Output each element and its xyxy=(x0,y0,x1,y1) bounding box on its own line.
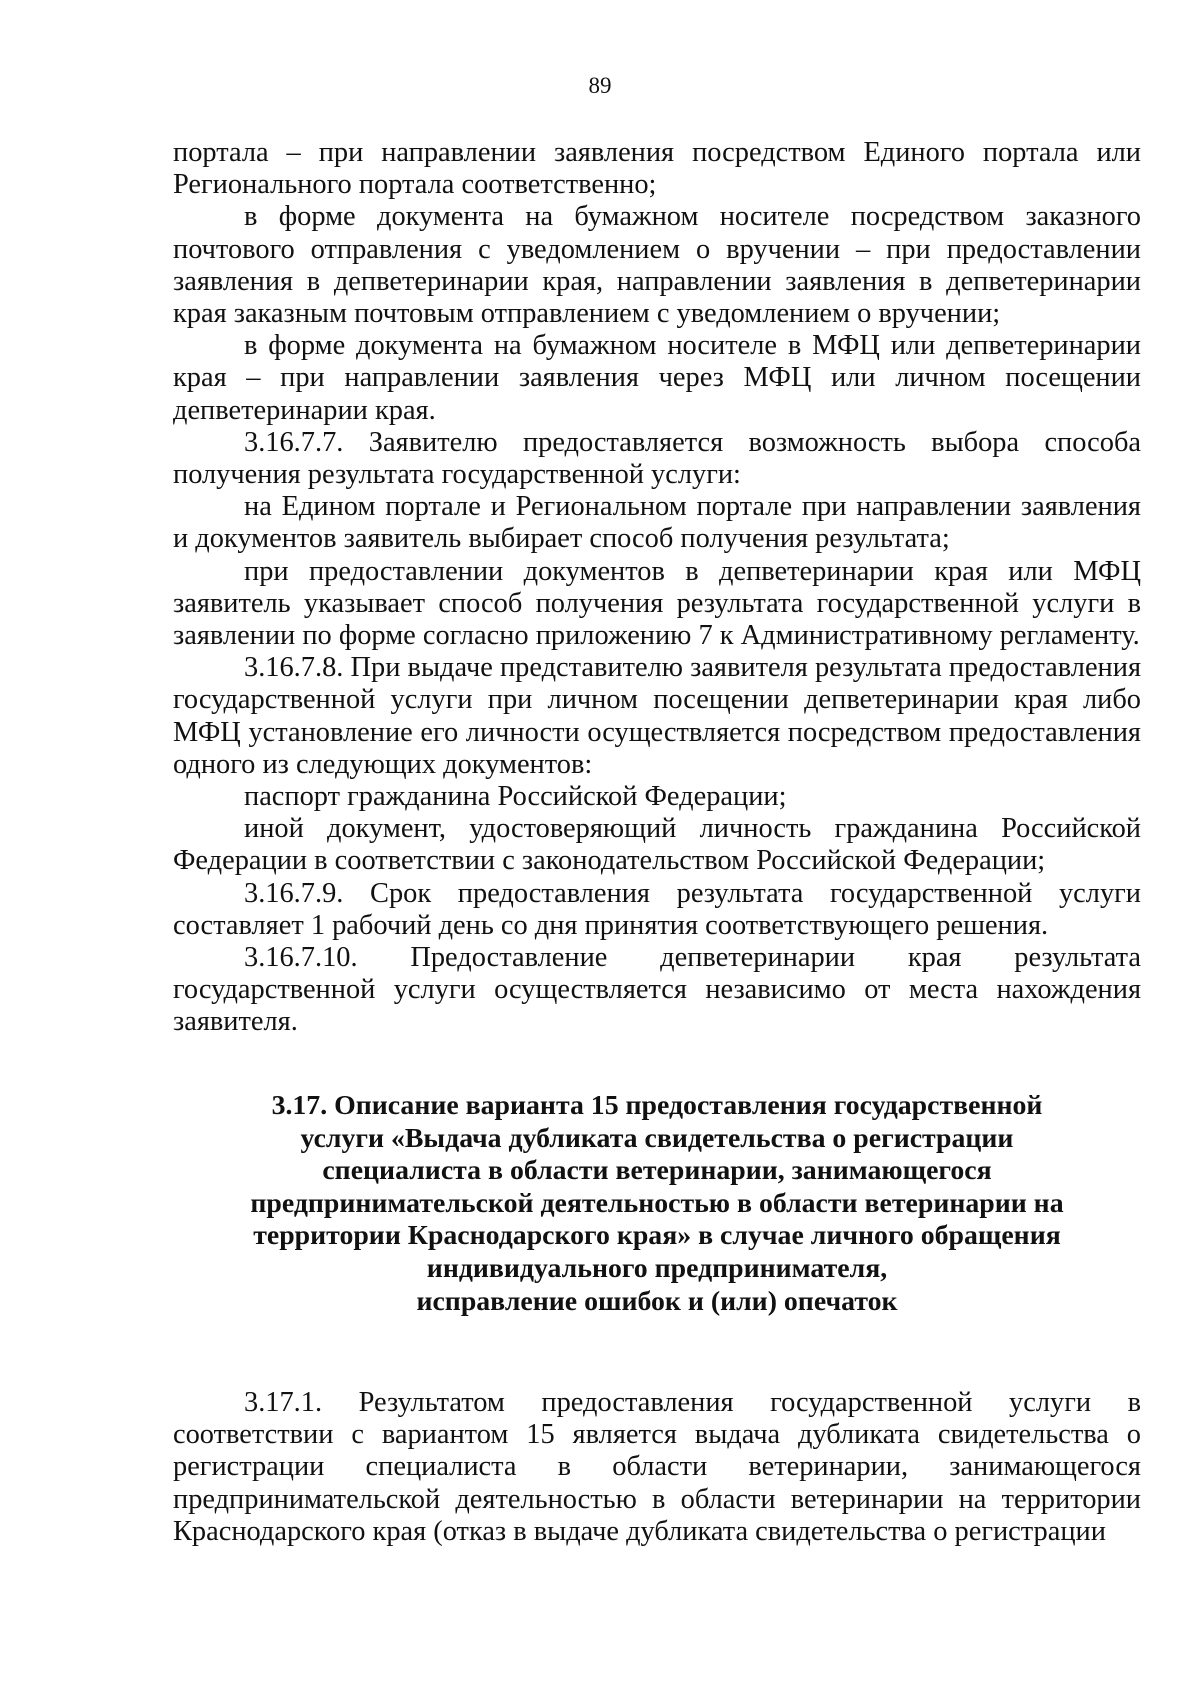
section-3-17-body xyxy=(173,1387,1141,1548)
paragraph-mfc-choice: при предоставлении документов в депветеринарии края или МФЦ заявитель указывает способ получения результата государственной услуги в заявлении по форме согласно приложению 7 к Административному регламенту. xyxy=(173,555,1141,652)
paragraph-3-16-7-9: 3.16.7.9. Срок предоставления результата государственной услуги составляет 1 рабочий день со дня принятия соответствующего решения. xyxy=(173,877,1141,941)
paragraph-portal-continuation: портала – при направлении заявления посредством Единого портала или Регионального портала соответственно; xyxy=(173,137,1141,201)
paragraph-3-16-7-10: 3.16.7.10. Предоставление депветеринарии края результата государственной услуги осуществляется независимо от места нахождения заявителя. xyxy=(173,942,1141,1038)
paragraph-portal-choice: на Едином портале и Региональном портале при направлении заявления и документов заявитель выбирает способ получения результата; xyxy=(173,491,1141,555)
paragraph-paper-in-person: в форме документа на бумажном носителе в МФЦ или депветеринарии края – при направлении заявления через МФЦ или личном посещении депветеринарии края. xyxy=(173,330,1141,426)
heading-line: услуги «Выдача дубликата свидетельства о регистрации xyxy=(300,1122,1014,1154)
heading-line: предпринимательской деятельностью в области ветеринарии на xyxy=(250,1187,1064,1219)
continuation-section xyxy=(173,137,1141,1039)
heading-line: территории Краснодарского края» в случае личного обращения xyxy=(253,1220,1061,1252)
heading-line: индивидуального предпринимателя, xyxy=(426,1252,888,1284)
page-number: 89 xyxy=(588,73,612,98)
paragraph-3-17-1: 3.17.1. Результатом предоставления государственной услуги в соответствии с вариантом 15 является выдача дубликата свидетельства о регистрации специалиста в области ветеринарии, занимающегося предпринимательской деятельностью в области ветеринарии на территории Краснодарского края (отказ в выдаче дубликата свидетельства о регистрации xyxy=(173,1387,1141,1547)
heading-line: 3.17. Описание варианта 15 предоставления государственной xyxy=(271,1090,1043,1121)
heading-line: специалиста в области ветеринарии, занимающегося xyxy=(322,1155,992,1187)
section-heading-3-17 xyxy=(173,1090,1141,1318)
heading-line: исправление ошибок и (или) опечаток xyxy=(416,1285,898,1317)
paragraph-passport: паспорт гражданина Российской Федерации; xyxy=(244,781,787,813)
paragraph-3-16-7-8: 3.16.7.8. При выдаче представителю заявителя результата предоставления государственной услуги при личном посещении депветеринарии края либо МФЦ установление его личности осуществляется посредством предоставления одного из следующих документов: xyxy=(173,652,1141,780)
paragraph-3-16-7-7: 3.16.7.7. Заявителю предоставляется возможность выбора способа получения результата государственной услуги: xyxy=(173,426,1141,491)
paragraph-paper-by-mail: в форме документа на бумажном носителе посредством заказного почтового отправления с уведомлением о вручении – при предоставлении заявления в депветеринарии края, направлении заявления в депветеринарии края заказным почтовым отправлением с уведомлением о вручении; xyxy=(173,201,1141,330)
paragraph-other-id: иной документ, удостоверяющий личность гражданина Российской Федерации в соответствии с законодательством Российской Федерации; xyxy=(173,813,1141,877)
